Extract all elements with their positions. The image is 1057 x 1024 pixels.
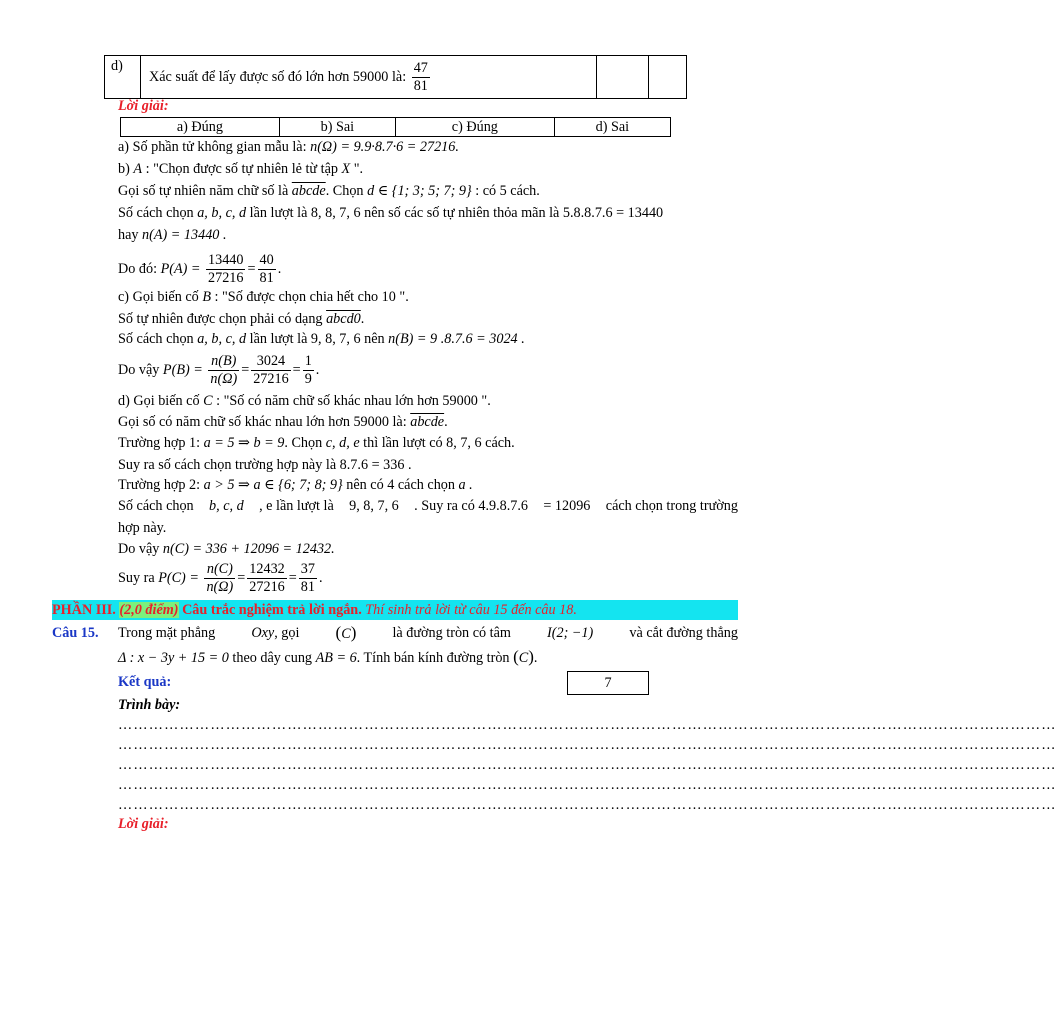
- solution-c-line-4: Do vậy P(B) = $\frac{n(B)}{n(\Omega)}$ = $\frac{3024}{27216}$ = $\frac{1}{9}$ .: [118, 353, 320, 388]
- numerator: n(C): [204, 561, 235, 579]
- solution-heading-2: Lời giải:: [118, 816, 169, 832]
- solution-a-line: [118, 138, 459, 156]
- text: Số cách chọn: [118, 205, 194, 221]
- part-heading: PHẦN III.: [52, 602, 116, 618]
- formula: Δ : x − 3y + 15 = 0: [118, 650, 229, 666]
- formula: a > 5 ⇒ a ∈ {6; 7; 8; 9}: [203, 477, 343, 493]
- text: : "Số có năm chữ số khác nhau lớn hơn 59000 ".: [216, 393, 491, 409]
- text: thì lần lượt có: [363, 435, 443, 451]
- vars: c, d, e: [325, 435, 360, 451]
- values: 9, 8, 7, 6: [349, 498, 399, 514]
- result-value-box[interactable]: 7: [567, 671, 649, 695]
- vars: b, c, d: [209, 498, 244, 514]
- values: 8, 8, 7, 6: [310, 205, 361, 221]
- text: lần lượt là: [249, 205, 308, 221]
- result: = 13440: [616, 205, 664, 221]
- solution-d-line-3: [118, 434, 515, 452]
- text: : "Chọn được số tự nhiên lẻ từ tập: [145, 161, 338, 177]
- row-fraction: [412, 60, 430, 95]
- text: nên có 4 cách chọn: [346, 477, 455, 493]
- text: là đường tròn có tâm: [392, 625, 511, 641]
- vars: a, b, c, d: [197, 205, 247, 221]
- text: hay: [118, 227, 139, 243]
- fraction-numerator: 47: [413, 59, 428, 76]
- solution-d-line-4: [118, 456, 412, 474]
- denominator: n(Ω): [210, 371, 238, 388]
- vars: a, b, c, d: [197, 331, 247, 347]
- fraction-denominator: 81: [413, 77, 428, 94]
- text: a) Số phần tử không gian mẫu là:: [118, 139, 307, 155]
- text: Gọi số có năm chữ số khác nhau lớn hơn 59000 là:: [118, 414, 407, 430]
- result: = 12096: [543, 498, 591, 514]
- text: Do vậy: [118, 541, 160, 557]
- denominator: n(Ω): [206, 579, 234, 596]
- numerator: 40: [259, 252, 274, 269]
- text: , e lần lượt là: [259, 498, 334, 514]
- answer-line-1[interactable]: …………………………………………………………………………………………………………………………………………………………………: [118, 717, 1057, 733]
- formula: P(C) =: [158, 570, 199, 586]
- overline-number: abcde: [410, 414, 445, 430]
- solution-d-line-9: Suy ra P(C) = $\frac{n(C)}{n(\Omega)}$ = $\frac{12432}{27216}$ = $\frac{37}{81}$ .: [118, 561, 323, 596]
- formula: n(C) = 336 + 12096 = 12432.: [162, 541, 335, 557]
- solution-d-line-7: hợp này.: [118, 520, 167, 536]
- text: Trong mặt phẳng: [118, 625, 216, 641]
- overline-number: abcd0: [326, 311, 361, 327]
- denominator: 81: [259, 270, 274, 287]
- answer-line-3[interactable]: …………………………………………………………………………………………………………………………………………………………………: [118, 757, 1057, 773]
- fraction: [258, 252, 276, 287]
- work-label: Trình bày:: [118, 697, 181, 713]
- solution-d-line-8: [118, 540, 335, 558]
- answer-line-2[interactable]: …………………………………………………………………………………………………………………………………………………………………: [118, 737, 1057, 753]
- part-title: Câu trắc nghiệm trả lời ngắn.: [182, 602, 362, 618]
- text: . Tính bán kính đường tròn: [356, 650, 510, 666]
- numerator: 12432: [249, 561, 285, 578]
- var: C: [518, 650, 529, 666]
- solution-d-line-1: [118, 392, 491, 410]
- denominator: 27216: [249, 579, 285, 596]
- answer-c: c) Đúng: [395, 118, 554, 137]
- text: Trường hợp 1:: [118, 435, 201, 451]
- answer-b: b) Sai: [279, 118, 395, 137]
- var: C: [341, 626, 351, 642]
- text: và cắt đường thẳng: [629, 625, 738, 641]
- false-checkbox-cell[interactable]: [648, 56, 686, 99]
- denominator: 27216: [208, 270, 244, 287]
- text: d) Gọi biến cố: [118, 393, 200, 409]
- text: . Chọn: [325, 183, 364, 199]
- text: cách.: [485, 435, 515, 451]
- row-statement-text: Xác suất để lấy được số đó lớn hơn 59000 là:: [148, 68, 407, 85]
- question-15-label: Câu 15.: [52, 625, 99, 641]
- var: C: [203, 393, 213, 409]
- fraction: [299, 561, 317, 596]
- numerator: 3024: [251, 353, 290, 371]
- formula: a = 5 ⇒ b = 9: [203, 435, 285, 451]
- fraction: [251, 353, 290, 388]
- denominator: 9: [304, 371, 312, 388]
- answer-key-table: [120, 117, 671, 137]
- values: 8, 7, 6: [446, 435, 482, 451]
- part-three-banner: [52, 600, 738, 620]
- text: theo dây cung: [232, 650, 313, 666]
- fraction: [206, 252, 245, 287]
- text: . Suy ra có 4.9.8.7.6: [414, 498, 529, 514]
- solution-c-line-2: Số tự nhiên được chọn phải có dạng abcd0.: [118, 311, 365, 327]
- text: . Chọn: [284, 435, 323, 451]
- answer-line-4[interactable]: …………………………………………………………………………………………………………………………………………………………………: [118, 777, 1057, 793]
- values: 9, 8, 7, 6: [310, 331, 361, 347]
- fraction: [247, 561, 286, 596]
- text: Suy ra số cách chọn trường hợp này là 8.7.6: [118, 457, 369, 473]
- fraction: [204, 561, 235, 596]
- text: Do đó:: [118, 261, 158, 277]
- solution-b-line-3: [118, 204, 663, 222]
- text: Trường hợp 2:: [118, 477, 201, 493]
- answer-a: a) Đúng: [121, 118, 280, 137]
- formula: n(B) = 9 .8.7.6 = 3024 .: [388, 331, 525, 347]
- var: X: [341, 161, 351, 177]
- formula: n(A) = 13440 .: [142, 227, 227, 243]
- solution-b-line-2: [118, 182, 540, 200]
- numerator: 37: [300, 561, 315, 578]
- fraction: [303, 353, 314, 388]
- text: Số cách chọn: [118, 498, 194, 514]
- formula: I(2; −1): [547, 625, 594, 641]
- text: lần lượt là: [249, 331, 308, 347]
- part-instruction: Thí sinh trả lời từ câu 15 đến câu 18.: [365, 602, 577, 618]
- text: Số cách chọn: [118, 331, 194, 347]
- text: , gọi: [274, 625, 300, 641]
- text: Số tự nhiên được chọn phải có dạng: [118, 311, 323, 327]
- formula: d ∈ {1; 3; 5; 7; 9}: [367, 183, 472, 199]
- formula: P(A) =: [160, 261, 201, 277]
- text: : "Số được chọn chia hết cho 10 ".: [214, 289, 409, 305]
- var: B: [202, 289, 211, 305]
- formula: n(Ω) = 9.9·8.7·6 = 27216.: [310, 139, 459, 155]
- text: c) Gọi biến cố: [118, 289, 199, 305]
- solution-b-line-5: Do đó: P(A) = $\frac{13440}{27216}$ = $\frac{40}{81}$ .: [118, 252, 282, 287]
- formula: P(B) =: [162, 362, 203, 378]
- text: Suy ra: [118, 570, 155, 586]
- text: Do vậy: [118, 362, 160, 378]
- text: cách chọn trong trường: [605, 498, 738, 514]
- numerator: 13440: [208, 252, 244, 269]
- numerator: 1: [304, 353, 312, 370]
- solution-d-line-5: [118, 476, 473, 494]
- question-15-line-2: Δ : x − 3y + 15 = 0 theo dây cung AB = 6. Tính bán kính đường tròn (C).: [118, 647, 538, 666]
- text: ".: [353, 161, 364, 177]
- var: Oxy: [251, 625, 275, 641]
- answer-row-table: [104, 55, 687, 99]
- numerator: n(B): [208, 353, 239, 371]
- var: a .: [458, 477, 473, 493]
- solution-c-line-3: [118, 330, 525, 348]
- text: nên: [364, 331, 385, 347]
- text: : có 5 cách.: [475, 183, 540, 199]
- denominator: 81: [300, 579, 315, 596]
- solution-d-line-2: Gọi số có năm chữ số khác nhau lớn hơn 59000 là: abcde.: [118, 414, 448, 430]
- question-15-line-1: Trong mặt phẳng Oxy, gọi (C) là đường tròn có tâm I(2; −1) và cắt đường thẳng: [118, 623, 738, 642]
- solution-b-line-4: [118, 226, 227, 244]
- text: Gọi số tự nhiên năm chữ số là: [118, 183, 289, 199]
- overline-number: abcde: [291, 183, 326, 199]
- var: A: [133, 161, 143, 177]
- fraction: [208, 353, 239, 388]
- solution-c-line-1: [118, 288, 409, 306]
- result-label: Kết quả:: [118, 674, 172, 690]
- denominator: 27216: [253, 371, 289, 388]
- solution-b-line-1: [118, 160, 363, 178]
- true-checkbox-cell[interactable]: [596, 56, 648, 99]
- text: nên số các số tự nhiên thỏa mãn là 5.8.8.7.6: [364, 205, 613, 221]
- answer-line-5[interactable]: …………………………………………………………………………………………………………………………………………………………………: [118, 797, 1057, 813]
- solution-heading: Lời giải:: [118, 98, 169, 114]
- formula: AB = 6: [315, 650, 357, 666]
- row-label: d): [105, 56, 141, 99]
- result: = 336 .: [371, 457, 412, 473]
- answer-d: d) Sai: [554, 118, 670, 137]
- part-points: (2,0 điểm): [119, 602, 179, 618]
- solution-d-line-6: [118, 497, 738, 515]
- row-statement: [140, 56, 596, 99]
- text: b): [118, 161, 130, 177]
